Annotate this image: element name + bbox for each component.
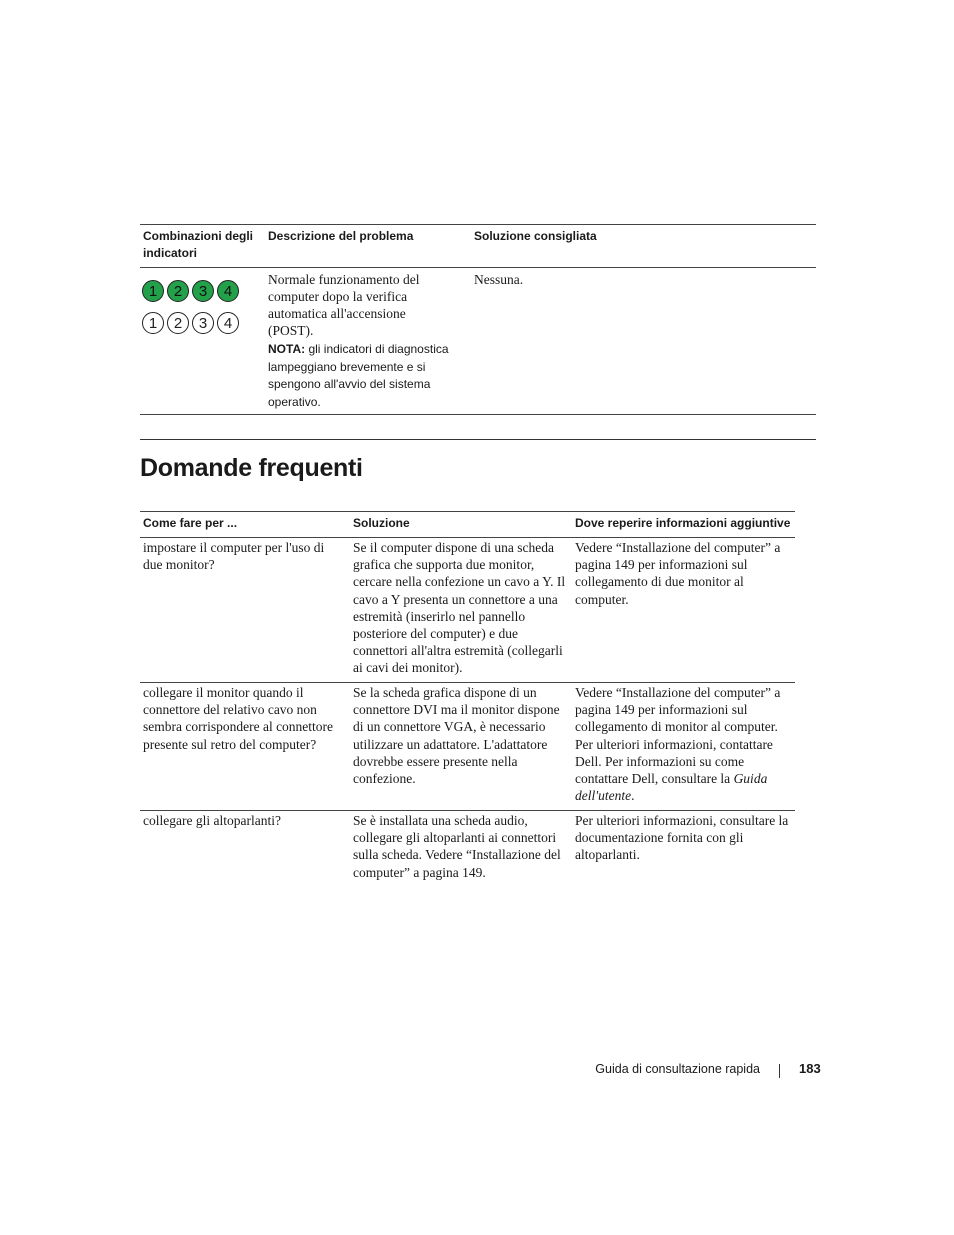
led-1-off-icon: 1	[142, 312, 164, 334]
faq-question: collegare il monitor quando il connettore del relativo cavo non sembra corrispondere al connettore presente sul retro del computer?	[143, 685, 334, 752]
led-4-on-icon: 4	[217, 280, 239, 302]
faq-solution: Se la scheda grafica dispone di un connettore DVI ma il monitor dispone di un connettore VGA, è necessario utilizzare un adattatore. L'adattatore dovrebbe essere presente nella confezione.	[353, 685, 560, 787]
table-row	[140, 811, 795, 891]
footer-guide-title: Guida di consultazione rapida	[595, 1062, 760, 1076]
led-2-on-icon: 2	[167, 280, 189, 302]
faq-header	[140, 512, 795, 537]
faq-question: impostare il computer per l'uso di due monitor?	[143, 540, 325, 573]
note-label: NOTA:	[268, 342, 306, 356]
header-description: Descrizione del problema	[268, 229, 414, 243]
faq-table	[140, 511, 795, 891]
led-3-on-icon: 3	[192, 280, 214, 302]
faq-solution: Se il computer dispone di una scheda grafica che supporta due monitor, cercare nella confezione un cavo a Y. Il cavo a Y presenta un connettore a una estremità (inserirlo nel pannello posteriore del computer) e due connettori all'altra estremità (collegarli ai cavi dei monitor).	[353, 540, 566, 676]
header-how: Come fare per ...	[143, 516, 238, 530]
page-number: 183	[799, 1061, 821, 1076]
note-text: gli indicatori di diagnostica lampeggiano brevemente e si spengono all'avvio del sistema operativo.	[268, 342, 449, 409]
table-header	[140, 225, 816, 267]
description-text: Normale funzionamento del computer dopo la verifica automatica all'accensione (POST).	[268, 272, 420, 338]
led-2-off-icon: 2	[167, 312, 189, 334]
led-3-off-icon: 3	[192, 312, 214, 334]
header-solution: Soluzione consigliata	[474, 229, 597, 243]
faq-reference-end: .	[631, 788, 635, 804]
section-title: Domande frequenti	[140, 454, 363, 482]
recommended-solution: Nessuna.	[474, 272, 524, 287]
table-row	[140, 683, 795, 810]
leds-on-row	[142, 280, 239, 302]
table-row	[140, 268, 816, 414]
note	[268, 341, 468, 411]
led-1-on-icon: 1	[142, 280, 164, 302]
faq-reference	[575, 684, 793, 804]
footer-separator	[779, 1064, 780, 1078]
led-4-off-icon: 4	[217, 312, 239, 334]
leds-off-row	[142, 312, 239, 334]
diagnostic-leds	[142, 280, 239, 344]
problem-description	[268, 271, 468, 411]
header-where: Dove reperire informazioni aggiuntive	[575, 516, 791, 530]
faq-question: collegare gli altoparlanti?	[143, 813, 281, 828]
faq-reference: Per ulteriori informazioni, consultare la documentazione fornita con gli altoparlanti.	[575, 813, 789, 863]
header-combinations: Combinazioni degli indicatori	[143, 229, 253, 260]
table-row	[140, 538, 795, 682]
faq-reference: Vedere “Installazione del computer” a pagina 149 per informazioni sul collegamento di due monitor al computer.	[575, 540, 781, 607]
faq-solution: Se è installata una scheda audio, collegare gli altoparlanti ai connettori sulla scheda. Vedere “Installazione del computer” a pagina 149.	[353, 813, 561, 880]
header-solution: Soluzione	[353, 516, 410, 530]
table-bottom-rule	[140, 414, 816, 415]
indicator-table	[140, 224, 816, 415]
faq-reference-text: Vedere “Installazione del computer” a pagina 149 per informazioni sul collegamento di monitor al computer. Per ulteriori informazioni, contattare Dell. Per informazioni su come contattare Dell, consultare la	[575, 685, 781, 787]
section-divider	[140, 439, 816, 440]
user-guide-title: Guida dell'utente	[575, 771, 768, 804]
